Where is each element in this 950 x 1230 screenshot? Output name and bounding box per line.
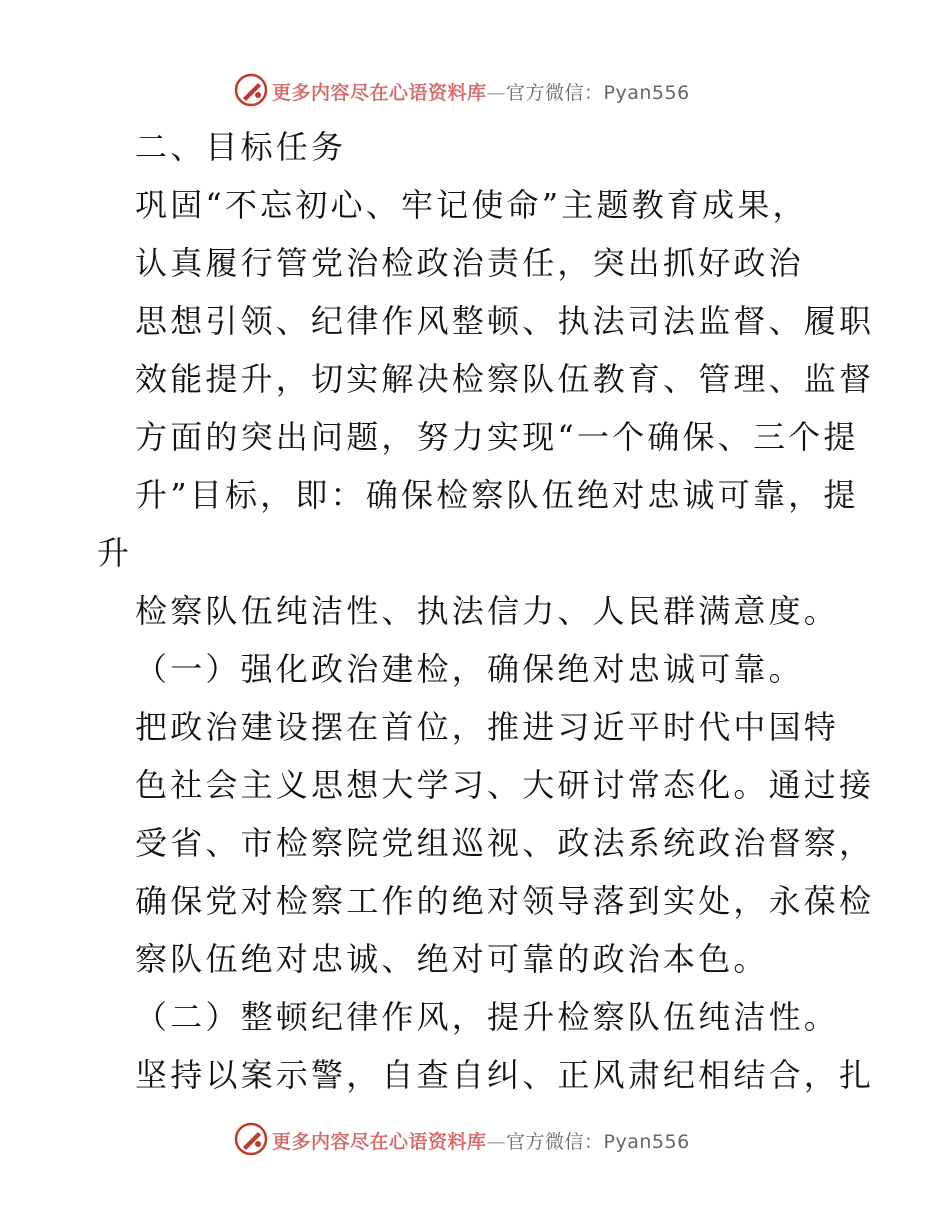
pen-logo-icon	[234, 73, 268, 107]
body-line: 受省、市检察院党组巡视、政法系统政治督察，	[135, 824, 875, 862]
body-line: 坚持以案示警，自查自纠、正风肃纪相结合，扎	[135, 1056, 875, 1094]
banner-separator: —	[486, 82, 507, 104]
body-line: 认真履行管党治检政治责任，突出抓好政治	[135, 244, 804, 282]
footer-banner	[0, 1120, 950, 1160]
body-line: 确保党对检察工作的绝对领导落到实处，永葆检	[135, 882, 875, 920]
section-heading: 二、目标任务	[135, 128, 347, 166]
wechat-id: Pyan556	[603, 82, 690, 104]
body-line: 升	[97, 534, 133, 572]
banner-main-text: 更多内容尽在心语资料库	[272, 82, 487, 104]
subsection-heading: （一）强化政治建检，确保绝对忠诚可靠。	[135, 650, 804, 688]
body-line: 把政治建设摆在首位，推进习近平时代中国特	[135, 708, 840, 746]
wechat-label: 官方微信：	[506, 1131, 604, 1153]
body-line: 巩固“不忘初心、牢记使命”主题教育成果，	[135, 186, 808, 224]
body-line: 检察队伍纯洁性、执法信力、人民群满意度。	[135, 592, 840, 630]
wechat-label: 官方微信：	[506, 82, 604, 104]
pen-logo-icon	[234, 1122, 268, 1156]
subsection-heading: （二）整顿纪律作风，提升检察队伍纯洁性。	[135, 998, 840, 1036]
body-line: 升”目标，即：确保检察队伍绝对忠诚可靠，提	[135, 476, 859, 514]
banner-text	[272, 78, 690, 105]
header-banner	[0, 71, 950, 111]
banner-text	[272, 1127, 690, 1154]
banner-main-text: 更多内容尽在心语资料库	[272, 1131, 487, 1153]
body-line: 效能提升，切实解决检察队伍教育、管理、监督	[135, 360, 875, 398]
body-line: 察队伍绝对忠诚、绝对可靠的政治本色。	[135, 940, 769, 978]
banner-separator: —	[486, 1131, 507, 1153]
body-line: 思想引领、纪律作风整顿、执法司法监督、履职	[135, 302, 875, 340]
body-line: 方面的突出问题，努力实现“一个确保、三个提	[135, 418, 859, 456]
body-line: 色社会主义思想大学习、大研讨常态化。通过接	[135, 766, 875, 804]
wechat-id: Pyan556	[603, 1131, 690, 1153]
